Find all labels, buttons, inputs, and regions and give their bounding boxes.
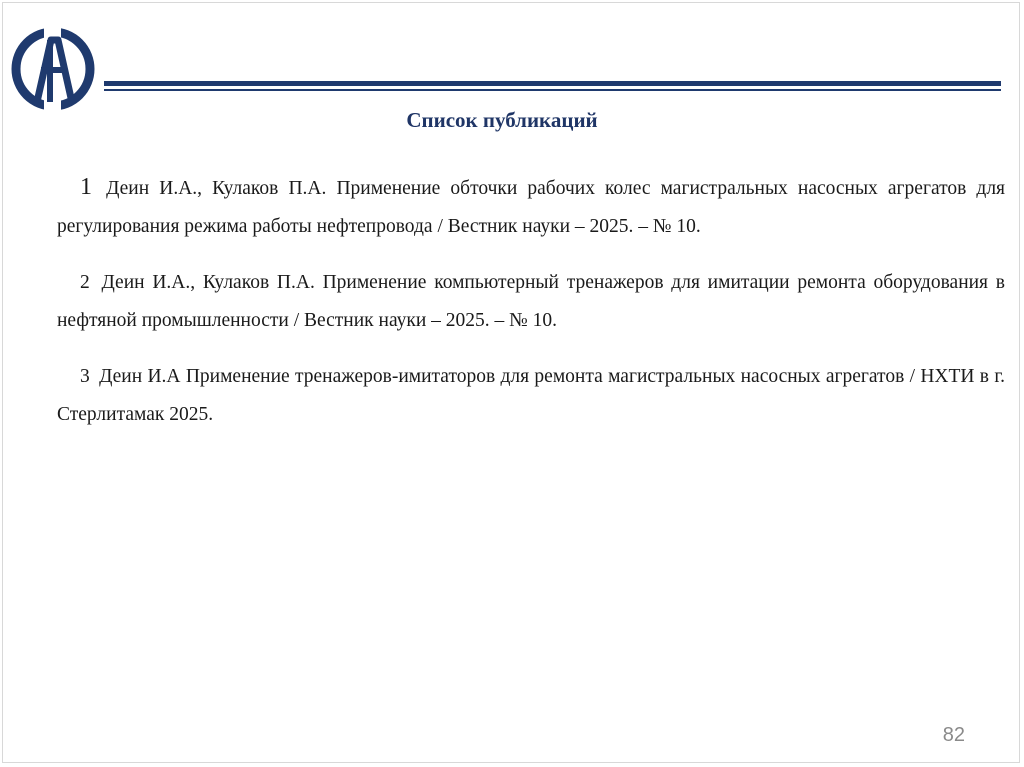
publication-item xyxy=(57,358,1005,434)
slide-title: Список публикаций xyxy=(406,108,598,132)
publication-number: 3 xyxy=(80,366,90,387)
university-emblem-icon xyxy=(10,26,96,112)
header-divider-thin xyxy=(104,89,1001,91)
publication-list xyxy=(57,168,1005,452)
publication-text: Деин И.А Применение тренажеров-имитаторов для ремонта магистральных насосных агрегатов / НХТИ в г. Стерлитамак 2025. xyxy=(57,366,1005,425)
publication-number: 1 xyxy=(80,174,92,200)
publication-text: Деин И.А., Кулаков П.А. Применение компьютерный тренажеров для имитации ремонта оборудования в нефтяной промышленности / Вестник науки – 2025. – № 10. xyxy=(57,272,1005,331)
header-divider-thick xyxy=(104,81,1001,86)
publication-number: 2 xyxy=(80,272,90,293)
publication-item xyxy=(57,168,1005,246)
publication-text: Деин И.А., Кулаков П.А. Применение обточки рабочих колес магистральных насосных агрегатов для регулирования режима работы нефтепровода / Вестник науки – 2025. – № 10. xyxy=(57,178,1006,237)
publication-item xyxy=(57,264,1005,340)
page-number: 82 xyxy=(942,724,965,746)
